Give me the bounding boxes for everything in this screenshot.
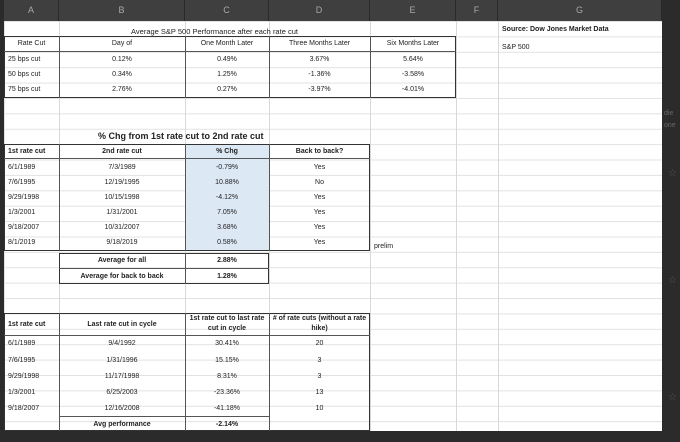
table3-cell[interactable]: 6/25/2003 xyxy=(106,389,138,396)
table3-cell[interactable]: 1/31/1996 xyxy=(106,357,138,364)
table2-cell[interactable]: -4.12% xyxy=(215,194,239,201)
table2-cell[interactable]: 7.05% xyxy=(217,209,237,216)
table3-header[interactable]: Last rate cut in cycle xyxy=(87,321,157,328)
table2-cell[interactable]: 12/19/1995 xyxy=(104,179,140,186)
table3-cell[interactable]: 9/4/1992 xyxy=(108,340,136,347)
table2-cell[interactable]: 9/29/1998 xyxy=(8,194,40,201)
table3-cell[interactable]: 9/18/2007 xyxy=(8,405,40,412)
column-header-f[interactable]: F xyxy=(456,0,498,21)
table2-cell[interactable]: 8/1/2019 xyxy=(8,239,36,246)
table3-cell[interactable]: -41.18% xyxy=(213,405,241,412)
avg-b2b-label[interactable]: Average for back to back xyxy=(80,273,164,280)
table2-cell[interactable]: 0.58% xyxy=(217,239,237,246)
column-header-e[interactable]: E xyxy=(370,0,456,21)
table1-cell[interactable]: 0.27% xyxy=(217,86,237,93)
table2-cell[interactable]: No xyxy=(315,179,324,186)
table2-cell[interactable]: -0.79% xyxy=(215,164,239,171)
table2-cell[interactable]: 6/1/1989 xyxy=(8,164,36,171)
table1-cell[interactable]: -3.58% xyxy=(401,71,425,78)
table2-cell[interactable]: 10/31/2007 xyxy=(104,224,140,231)
star-icon[interactable]: ☆ xyxy=(668,275,677,286)
table2-header[interactable]: 1st rate cut xyxy=(8,148,46,155)
table1-header[interactable]: Six Months Later xyxy=(386,40,440,47)
table2-header[interactable]: 2nd rate cut xyxy=(102,148,142,155)
table1-cell[interactable]: 2.76% xyxy=(112,86,132,93)
table1-cell[interactable]: 0.12% xyxy=(112,56,132,63)
table2-cell[interactable]: 9/18/2019 xyxy=(106,239,138,246)
table1-title: Average S&P 500 Performance after each rate cut xyxy=(131,27,298,36)
table2-cell[interactable]: 7/3/1989 xyxy=(108,164,136,171)
table2-cell[interactable]: Yes xyxy=(313,194,326,201)
table2-cell[interactable]: 10/15/1998 xyxy=(104,194,140,201)
table1-header[interactable]: Three Months Later xyxy=(288,40,351,47)
table3-cell[interactable]: 3 xyxy=(317,373,322,380)
table3-cell[interactable]: -23.36% xyxy=(213,389,241,396)
table1-cell[interactable]: 0.49% xyxy=(217,56,237,63)
table3-cell[interactable]: 12/16/2008 xyxy=(104,405,140,412)
table2-cell[interactable]: Yes xyxy=(313,164,326,171)
column-header-b[interactable]: B xyxy=(59,0,185,21)
table1-cell[interactable]: -3.97% xyxy=(308,86,331,93)
table3-cell[interactable]: 6/1/1989 xyxy=(8,340,36,347)
table3-cell[interactable]: 11/17/1998 xyxy=(104,373,140,380)
avg-b2b-value[interactable]: 1.28% xyxy=(217,273,237,280)
gridline xyxy=(456,21,457,431)
column-header-g[interactable]: G xyxy=(498,0,662,21)
table1-header[interactable]: One Month Later xyxy=(200,40,254,47)
table2-cell[interactable]: 9/18/2007 xyxy=(8,224,40,231)
table2-cell[interactable]: 7/6/1995 xyxy=(8,179,36,186)
avg-all-value[interactable]: 2.88% xyxy=(217,257,237,264)
gridline xyxy=(498,21,499,431)
source-label[interactable]: Source: Dow Jones Market Data xyxy=(502,26,609,33)
table3-cell[interactable]: 3 xyxy=(317,357,322,364)
table2-header[interactable]: % Chg xyxy=(216,148,238,155)
table3-header[interactable]: 1st rate cut xyxy=(8,321,46,328)
prelim-note[interactable]: prelim xyxy=(374,243,394,250)
table2-cell[interactable]: Yes xyxy=(313,224,326,231)
table3-cell[interactable]: 1/3/2001 xyxy=(8,389,36,396)
table3-cell[interactable]: 20 xyxy=(315,340,324,347)
table3-cell[interactable]: 13 xyxy=(315,389,324,396)
table3-cell[interactable]: 9/29/1998 xyxy=(8,373,40,380)
table2-title[interactable]: % Chg from 1st rate cut to 2nd rate cut xyxy=(98,131,264,141)
window-edge xyxy=(662,21,680,442)
table1-header[interactable]: Day of xyxy=(111,40,133,47)
column-header-d[interactable]: D xyxy=(269,0,370,21)
table2-cell[interactable]: Yes xyxy=(313,239,326,246)
table3-cell[interactable]: 10 xyxy=(315,405,324,412)
table1-cell[interactable]: 50 bps cut xyxy=(8,71,41,78)
table1-cell[interactable]: 0.34% xyxy=(112,71,132,78)
table3-cell[interactable]: 7/6/1995 xyxy=(8,357,36,364)
avg-all-label[interactable]: Average for all xyxy=(97,257,147,264)
star-icon[interactable]: ☆ xyxy=(668,168,677,179)
table3-cell[interactable]: 8.31% xyxy=(217,373,237,380)
avg-performance-label[interactable]: Avg performance xyxy=(93,421,151,428)
star-icon[interactable]: ☆ xyxy=(668,392,677,403)
column-header-a[interactable]: A xyxy=(4,0,59,21)
table3-cell[interactable]: 30.41% xyxy=(215,340,239,347)
table1-header[interactable]: Rate Cut xyxy=(17,40,46,47)
table2-cell[interactable]: 10.88% xyxy=(215,179,239,186)
table3-header[interactable]: 1st rate cut to last rate cut in cycle xyxy=(189,315,265,332)
side-text: one xyxy=(664,122,676,129)
table1-cell[interactable]: 75 bps cut xyxy=(8,86,41,93)
avg-performance-value[interactable]: -2.14% xyxy=(215,421,239,428)
table2-cell[interactable]: 3.68% xyxy=(217,224,237,231)
table2-cell[interactable]: Yes xyxy=(313,209,326,216)
table1-cell[interactable]: 3.67% xyxy=(309,56,330,63)
table1-cell[interactable]: -4.01% xyxy=(401,86,425,93)
table1-cell[interactable]: 1.25% xyxy=(217,71,237,78)
table1-cell[interactable]: 5.64% xyxy=(403,56,423,63)
table2-header[interactable]: Back to back? xyxy=(295,148,344,155)
source-index[interactable]: S&P 500 xyxy=(502,44,530,51)
side-text: die xyxy=(664,110,674,117)
table3-cell[interactable]: 15.15% xyxy=(215,357,239,364)
table1-cell[interactable]: -1.36% xyxy=(308,71,331,78)
table2-cell[interactable]: 1/31/2001 xyxy=(106,209,138,216)
column-header-c[interactable]: C xyxy=(185,0,269,21)
table2-cell[interactable]: 1/3/2001 xyxy=(8,209,36,216)
table3-header[interactable]: # of rate cuts (without a rate hike) xyxy=(272,315,367,332)
table1-cell[interactable]: 25 bps cut xyxy=(8,56,41,63)
